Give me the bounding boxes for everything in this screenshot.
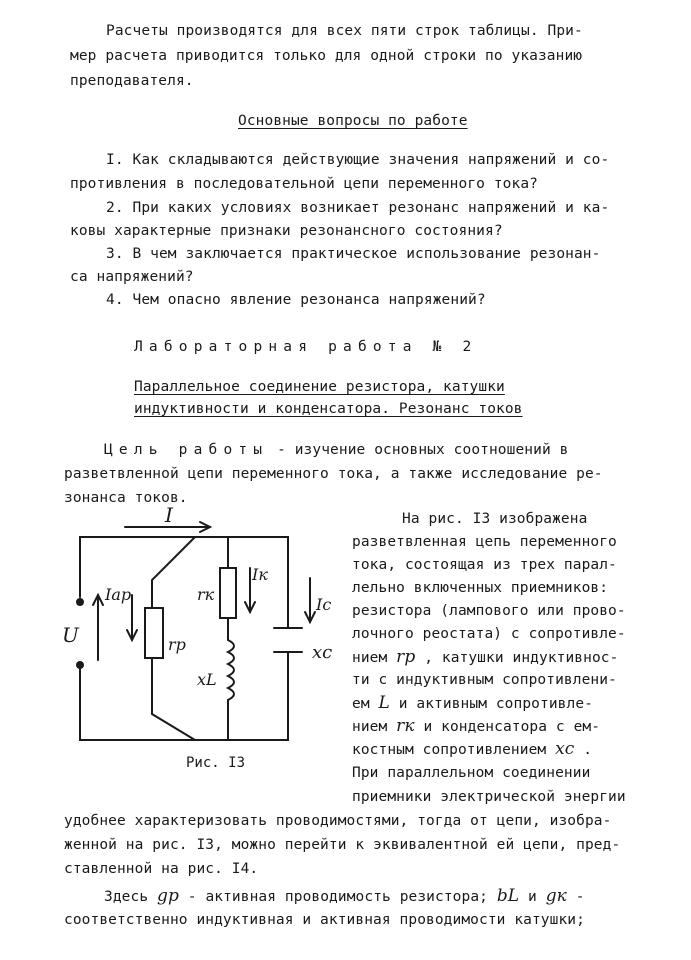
- desc-line-1: На рис. I3 изображена: [402, 511, 588, 527]
- symbol-gk: gк: [545, 886, 567, 906]
- symbol-rp: rр: [396, 647, 416, 667]
- symbol-rk: rк: [396, 716, 415, 736]
- supply-wire-top: [80, 537, 195, 597]
- inductor-xl: [228, 640, 234, 700]
- question-3-line-1: 3. В чем заключается практическое использование резонан-: [106, 246, 601, 262]
- question-4: 4. Чем опасно явление резонанса напряжений?: [106, 292, 486, 308]
- label-rk: rк: [197, 585, 215, 604]
- network-top-right: [195, 537, 288, 628]
- desc-line-4: лельно включенных приемников:: [352, 580, 609, 596]
- network-bottom-right: [195, 652, 288, 740]
- intro-line-2: мер расчета приводится только для одной строки по указанию: [70, 48, 583, 64]
- desc-last-line-2: соответственно индуктивная и активная проводимости катушки;: [64, 912, 585, 928]
- symbol-L: L: [378, 693, 390, 713]
- desc-line-7-b: , катушки индуктивнос-: [415, 650, 619, 666]
- symbol-bL: bL: [496, 886, 520, 906]
- desc-line-10: [352, 717, 600, 736]
- terminal-top: [77, 599, 83, 605]
- question-3-line-2: са напряжений?: [70, 269, 194, 285]
- desc-line-5: резистора (лампового или прово-: [352, 603, 626, 619]
- label-I: I: [165, 503, 173, 527]
- desc-line-7-a: нием: [352, 650, 397, 666]
- symbol-gp: gр: [156, 886, 179, 906]
- desc-line-13: приемники электрической энергии: [352, 789, 626, 805]
- desc-line-12: При параллельном соединении: [352, 765, 591, 781]
- desc-last-1-c: и: [519, 889, 546, 905]
- desc-last-1-a: Здесь: [104, 889, 157, 905]
- desc-last-line-1: [104, 887, 585, 906]
- terminal-bottom: [77, 662, 83, 668]
- desc-line-11: [352, 740, 592, 759]
- desc-line-10-b: и конденсатора с ем-: [414, 719, 601, 735]
- question-2-line-1: 2. При каких условиях возникает резонанс напряжений и ка-: [106, 200, 610, 216]
- desc-line-2: разветвленная цепь переменного: [352, 534, 617, 550]
- label-rp: rр: [168, 635, 186, 654]
- lab-subtitle-line-2: индуктивности и конденсатора. Резонанс токов: [134, 401, 523, 417]
- desc-line-9-a: ем: [352, 696, 379, 712]
- desc-line-11-b: .: [574, 742, 593, 758]
- intro-line-1: Расчеты производятся для всех пяти строк таблицы. При-: [106, 23, 583, 39]
- resistor-rp: [145, 608, 163, 658]
- label-Ik: Iк: [252, 565, 268, 584]
- desc-line-9: [352, 694, 593, 713]
- desc-line-3: тока, состоящая из трех парал-: [352, 557, 617, 573]
- desc-line-6: лочного реостата) с сопротивле-: [352, 626, 626, 642]
- label-xL: xL: [197, 670, 217, 689]
- questions-heading: Основные вопросы по работе: [238, 113, 468, 129]
- desc-line-7: [352, 648, 618, 667]
- lab-title: Лабораторная работа № 2: [134, 339, 478, 355]
- label-Ic: Ic: [316, 595, 332, 614]
- desc-line-11-a: костным сопротивлением: [352, 742, 556, 758]
- label-U: U: [62, 623, 79, 647]
- desc-full-line-2: женной на рис. I3, можно перейти к эквивалентной ей цепи, пред-: [64, 837, 621, 853]
- label-xc: xc: [312, 642, 333, 663]
- circuit-diagram: [60, 500, 360, 780]
- desc-full-line-3: ставленной на рис. I4.: [64, 861, 259, 877]
- intro-line-3: преподавателя.: [70, 73, 194, 89]
- goal-line-1-rest: - изучение основных соотношений в: [268, 442, 569, 458]
- desc-last-1-d: -: [566, 889, 585, 905]
- goal-line-2: разветвленной цепи переменного тока, а также исследование ре-: [64, 466, 603, 482]
- resistor-rk: [220, 568, 236, 618]
- lab-subtitle-line-1: Параллельное соединение резистора, катушки: [134, 379, 505, 395]
- question-1-line-1: I. Как складываются действующие значения напряжений и со-: [106, 152, 610, 168]
- symbol-xc: xc: [555, 739, 575, 759]
- question-2-line-2: ковы характерные признаки резонансного состояния?: [70, 223, 503, 239]
- desc-line-9-b: и активным сопротивле-: [389, 696, 593, 712]
- desc-full-line-1: удобнее характеризовать проводимостями, тогда от цепи, изобра-: [64, 813, 612, 829]
- label-Iar: Iар: [105, 585, 132, 604]
- desc-last-1-b: - активная проводимость резистора;: [178, 889, 497, 905]
- desc-line-8: ти с индуктивным сопротивлени-: [352, 672, 617, 688]
- figure-caption: Рис. I3: [186, 755, 246, 771]
- goal-line-3: зонанса токов.: [64, 490, 188, 506]
- goal-label: Цель работы: [104, 442, 269, 458]
- desc-line-10-a: нием: [352, 719, 397, 735]
- goal-line-1: [104, 441, 568, 459]
- question-1-line-2: противления в последовательной цепи переменного тока?: [70, 176, 538, 192]
